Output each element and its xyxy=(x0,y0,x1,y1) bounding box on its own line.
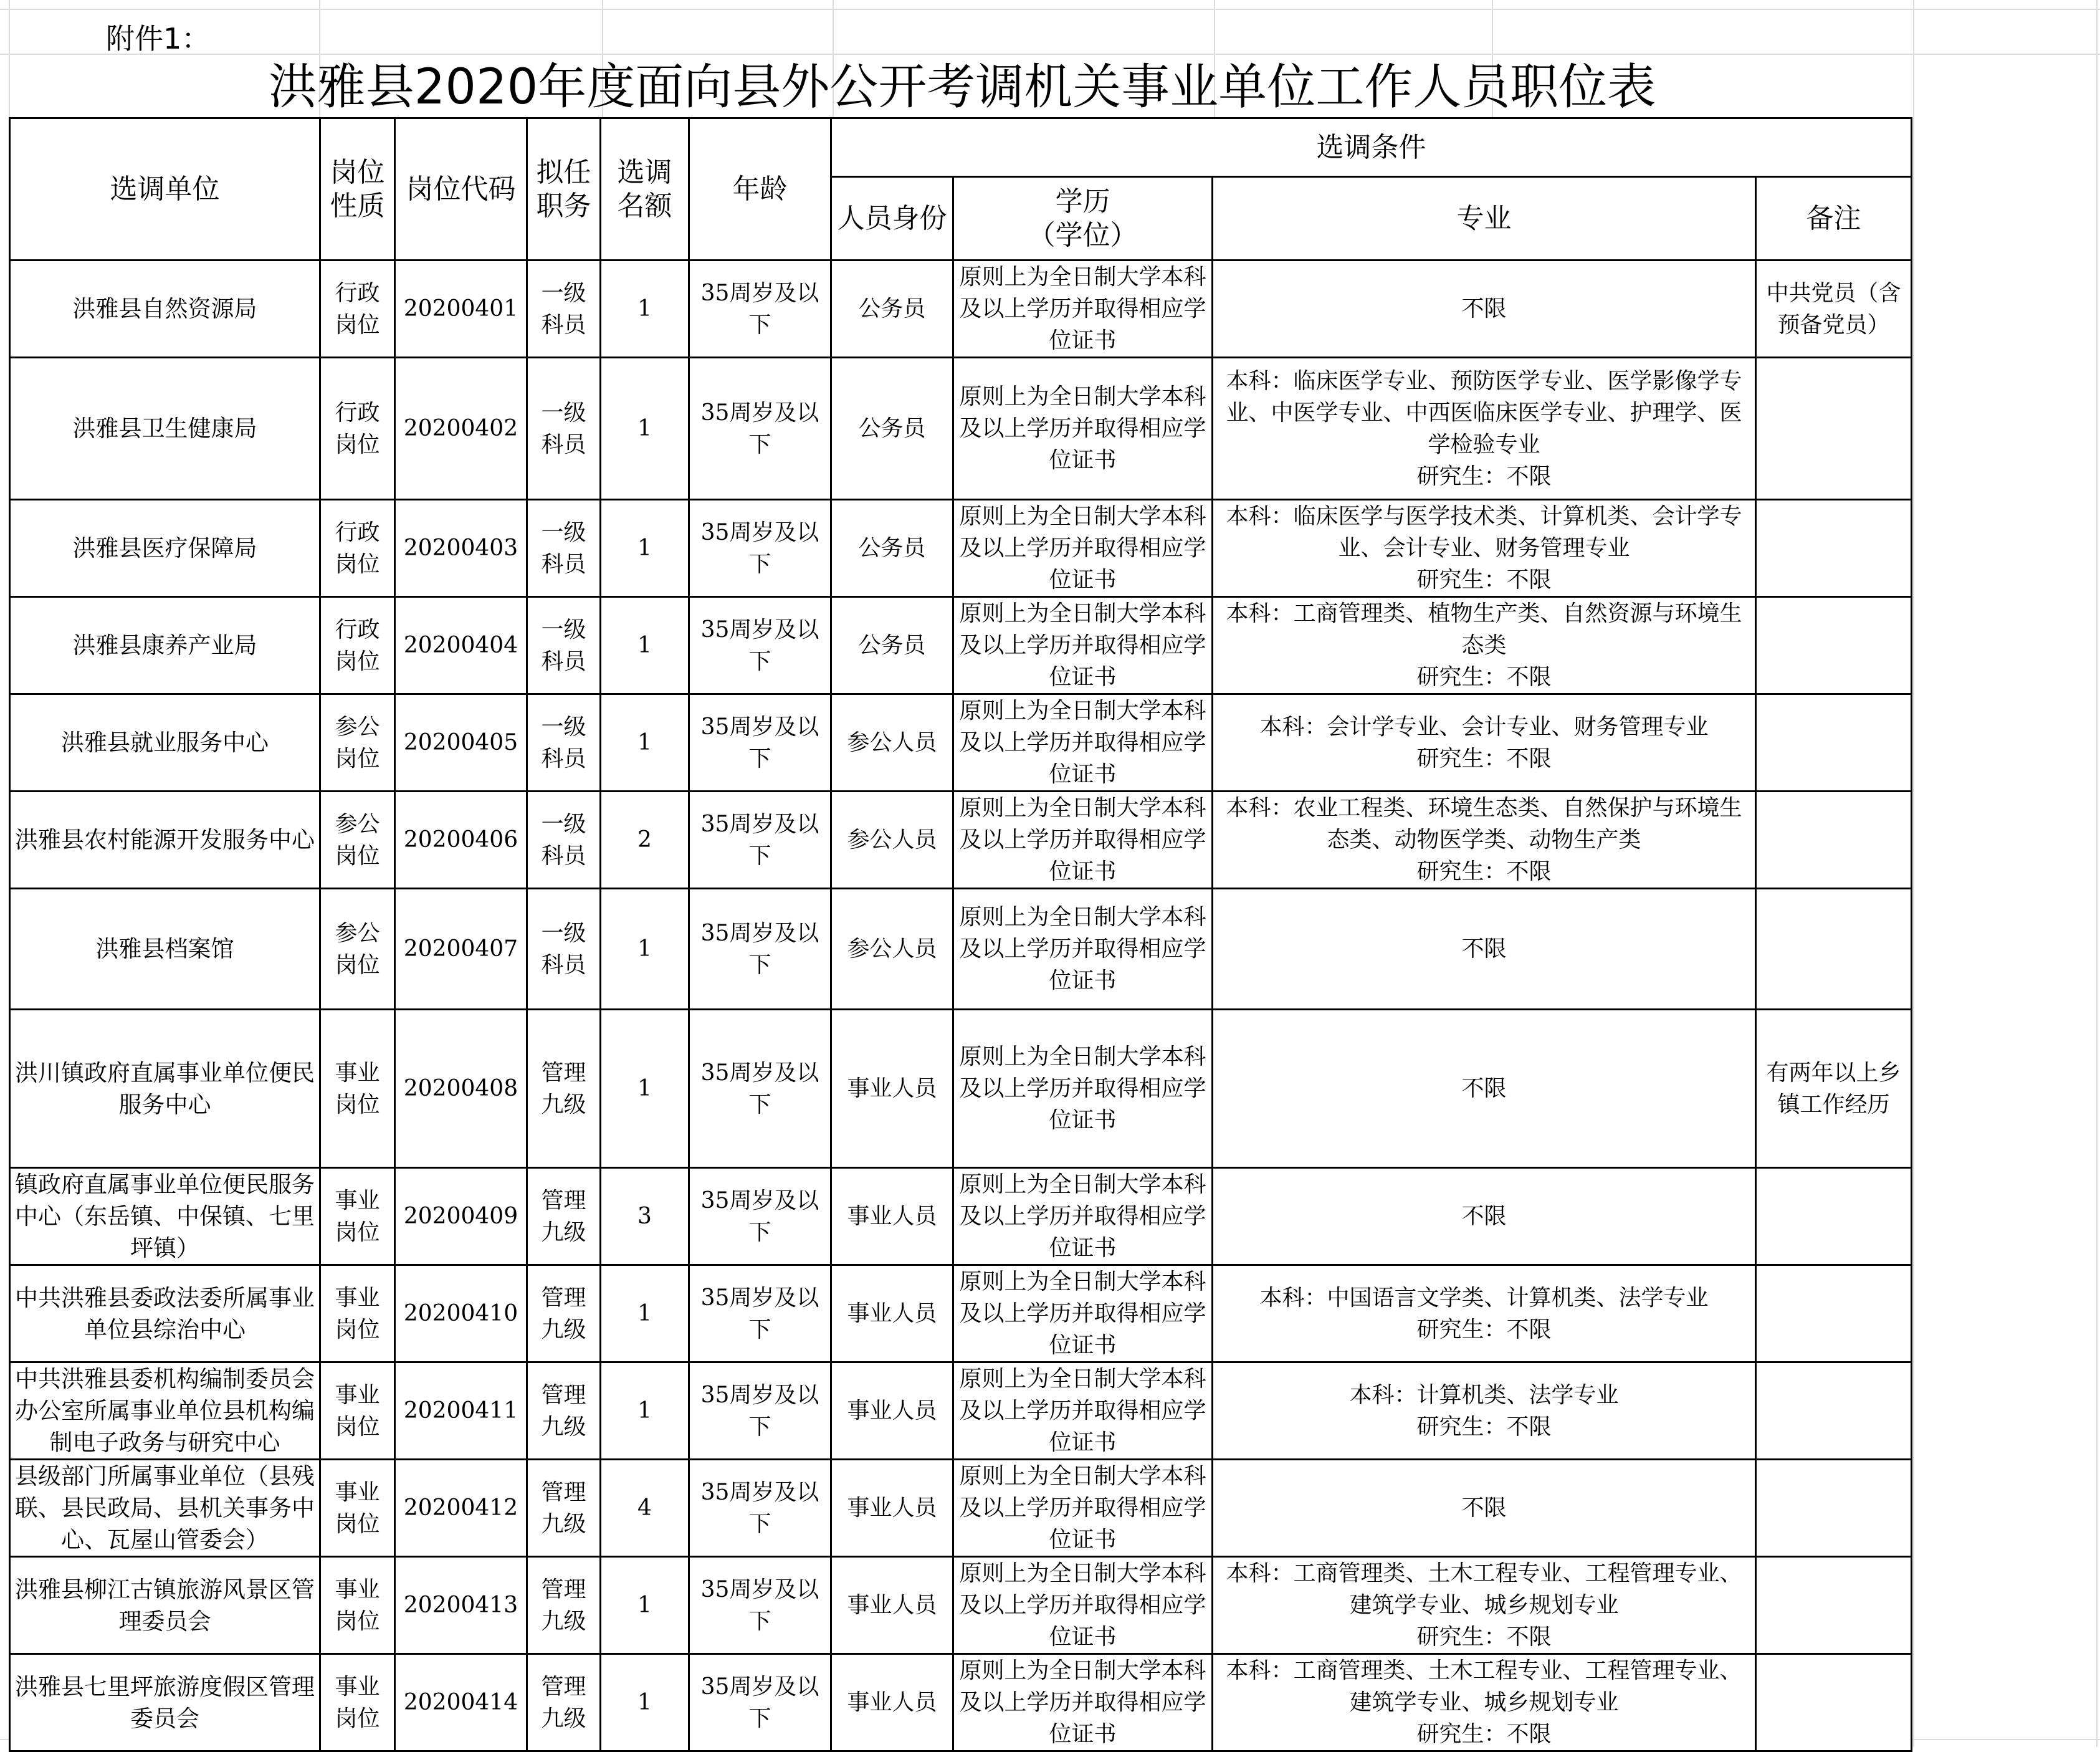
duty-cell: 管理九级 xyxy=(527,1557,601,1654)
remark-cell xyxy=(1756,889,1912,1010)
table-row xyxy=(10,694,1912,792)
table-row xyxy=(10,261,1912,358)
unit-cell: 洪雅县卫生健康局 xyxy=(10,358,320,500)
age-cell: 35周岁及以下 xyxy=(689,1010,831,1168)
education-cell: 原则上为全日制大学本科及以上学历并取得相应学位证书 xyxy=(953,1168,1213,1265)
table-row xyxy=(10,1010,1912,1168)
age-cell: 35周岁及以下 xyxy=(689,1265,831,1362)
identity-cell: 事业人员 xyxy=(831,1460,953,1557)
age-cell: 35周岁及以下 xyxy=(689,500,831,597)
remark-cell: 中共党员（含预备党员） xyxy=(1756,261,1912,358)
age-cell: 35周岁及以下 xyxy=(689,889,831,1010)
post-nature-cell: 行政岗位 xyxy=(320,358,395,500)
major-line: 研究生：不限 xyxy=(1416,859,1552,884)
identity-cell: 公务员 xyxy=(831,597,953,694)
quota-cell: 3 xyxy=(601,1168,689,1265)
identity-cell: 事业人员 xyxy=(831,1010,953,1168)
header-post-nature: 岗位性质 xyxy=(320,118,395,261)
duty-cell: 一级科员 xyxy=(527,261,601,358)
major-cell xyxy=(1213,1168,1756,1265)
unit-cell: 县级部门所属事业单位（县残联、县民政局、县机关事务中心、瓦屋山管委会） xyxy=(10,1460,320,1557)
major-cell xyxy=(1213,261,1756,358)
major-line: 不限 xyxy=(1461,1204,1507,1229)
page-title: 洪雅县2020年度面向县外公开考调机关事业单位工作人员职位表 xyxy=(268,59,1656,115)
remark-cell xyxy=(1756,694,1912,792)
remark-cell xyxy=(1756,358,1912,500)
remark-cell xyxy=(1756,1654,1912,1751)
duty-cell: 一级科员 xyxy=(527,889,601,1010)
remark-cell: 有两年以上乡镇工作经历 xyxy=(1756,1010,1912,1168)
table-row xyxy=(10,1654,1912,1751)
post-nature-cell: 行政岗位 xyxy=(320,597,395,694)
major-line: 本科：中国语言文学类、计算机类、法学专业 xyxy=(1259,1285,1709,1311)
major-cell xyxy=(1213,597,1756,694)
age-cell: 35周岁及以下 xyxy=(689,1168,831,1265)
unit-cell: 洪雅县就业服务中心 xyxy=(10,694,320,792)
major-line: 本科：农业工程类、环境生态类、自然保护与环境生态类、动物医学类、动物生产类 xyxy=(1226,795,1742,853)
header-education xyxy=(953,177,1213,261)
major-line: 本科：临床医学与医学技术类、计算机类、会计学专业、会计专业、财务管理专业 xyxy=(1226,504,1742,561)
major-line: 研究生：不限 xyxy=(1416,1624,1552,1650)
major-cell xyxy=(1213,1557,1756,1654)
header-education-line1: 学历 xyxy=(1055,185,1110,218)
identity-cell: 参公人员 xyxy=(831,694,953,792)
education-cell: 原则上为全日制大学本科及以上学历并取得相应学位证书 xyxy=(953,261,1213,358)
unit-cell: 洪雅县农村能源开发服务中心 xyxy=(10,792,320,889)
major-line: 本科：工商管理类、土木工程专业、工程管理专业、建筑学专业、城乡规划专业 xyxy=(1226,1561,1742,1618)
major-line: 本科：工商管理类、土木工程专业、工程管理专业、建筑学专业、城乡规划专业 xyxy=(1226,1658,1742,1715)
header-conditions: 选调条件 xyxy=(831,118,1912,177)
identity-cell: 事业人员 xyxy=(831,1265,953,1362)
major-line: 本科：会计学专业、会计专业、财务管理专业 xyxy=(1259,714,1709,740)
major-line: 本科：工商管理类、植物生产类、自然资源与环境生态类 xyxy=(1226,601,1742,658)
major-line: 不限 xyxy=(1461,1076,1507,1101)
unit-cell: 洪雅县档案馆 xyxy=(10,889,320,1010)
age-cell: 35周岁及以下 xyxy=(689,1654,831,1751)
unit-cell: 洪雅县自然资源局 xyxy=(10,261,320,358)
duty-cell: 管理九级 xyxy=(527,1362,601,1460)
header-post-code: 岗位代码 xyxy=(395,118,527,261)
position-table xyxy=(9,117,1912,1752)
duty-cell: 管理九级 xyxy=(527,1265,601,1362)
quota-cell: 1 xyxy=(601,597,689,694)
quota-cell: 1 xyxy=(601,1010,689,1168)
quota-cell: 1 xyxy=(601,261,689,358)
major-cell xyxy=(1213,694,1756,792)
quota-cell: 2 xyxy=(601,792,689,889)
post-nature-cell: 事业岗位 xyxy=(320,1168,395,1265)
post-nature-cell: 事业岗位 xyxy=(320,1010,395,1168)
table-row xyxy=(10,889,1912,1010)
age-cell: 35周岁及以下 xyxy=(689,792,831,889)
unit-cell: 洪雅县医疗保障局 xyxy=(10,500,320,597)
quota-cell: 1 xyxy=(601,1557,689,1654)
header-unit: 选调单位 xyxy=(10,118,320,261)
post-code-cell: 20200403 xyxy=(395,500,527,597)
header-remarks: 备注 xyxy=(1756,177,1912,261)
age-cell: 35周岁及以下 xyxy=(689,1557,831,1654)
post-nature-cell: 行政岗位 xyxy=(320,500,395,597)
post-code-cell: 20200413 xyxy=(395,1557,527,1654)
education-cell: 原则上为全日制大学本科及以上学历并取得相应学位证书 xyxy=(953,1265,1213,1362)
duty-cell: 一级科员 xyxy=(527,358,601,500)
post-nature-cell: 事业岗位 xyxy=(320,1557,395,1654)
age-cell: 35周岁及以下 xyxy=(689,1362,831,1460)
quota-cell: 1 xyxy=(601,1654,689,1751)
identity-cell: 事业人员 xyxy=(831,1557,953,1654)
quota-cell: 1 xyxy=(601,694,689,792)
major-line: 研究生：不限 xyxy=(1416,463,1552,489)
header-age: 年龄 xyxy=(689,118,831,261)
major-cell xyxy=(1213,1010,1756,1168)
table-row xyxy=(10,1362,1912,1460)
post-code-cell: 20200408 xyxy=(395,1010,527,1168)
post-nature-cell: 事业岗位 xyxy=(320,1460,395,1557)
major-line: 不限 xyxy=(1461,936,1507,962)
header-education-line2: （学位） xyxy=(1028,219,1138,251)
education-cell: 原则上为全日制大学本科及以上学历并取得相应学位证书 xyxy=(953,792,1213,889)
age-cell: 35周岁及以下 xyxy=(689,597,831,694)
post-nature-cell: 参公岗位 xyxy=(320,694,395,792)
duty-cell: 管理九级 xyxy=(527,1654,601,1751)
identity-cell: 事业人员 xyxy=(831,1168,953,1265)
remark-cell xyxy=(1756,1557,1912,1654)
post-nature-cell: 参公岗位 xyxy=(320,792,395,889)
major-cell xyxy=(1213,792,1756,889)
identity-cell: 事业人员 xyxy=(831,1654,953,1751)
quota-cell: 1 xyxy=(601,1265,689,1362)
table-row xyxy=(10,358,1912,500)
duty-cell: 一级科员 xyxy=(527,792,601,889)
age-cell: 35周岁及以下 xyxy=(689,1460,831,1557)
education-cell: 原则上为全日制大学本科及以上学历并取得相应学位证书 xyxy=(953,500,1213,597)
major-line: 不限 xyxy=(1461,1495,1507,1521)
education-cell: 原则上为全日制大学本科及以上学历并取得相应学位证书 xyxy=(953,1557,1213,1654)
quota-cell: 1 xyxy=(601,1362,689,1460)
major-line: 不限 xyxy=(1461,296,1507,322)
education-cell: 原则上为全日制大学本科及以上学历并取得相应学位证书 xyxy=(953,694,1213,792)
unit-cell: 镇政府直属事业单位便民服务中心（东岳镇、中保镇、七里坪镇） xyxy=(10,1168,320,1265)
post-code-cell: 20200406 xyxy=(395,792,527,889)
identity-cell: 参公人员 xyxy=(831,889,953,1010)
education-cell: 原则上为全日制大学本科及以上学历并取得相应学位证书 xyxy=(953,1362,1213,1460)
table-row xyxy=(10,1460,1912,1557)
remark-cell xyxy=(1756,1460,1912,1557)
remark-cell xyxy=(1756,1265,1912,1362)
attachment-label: 附件1： xyxy=(106,22,211,55)
table-row xyxy=(10,1168,1912,1265)
post-nature-cell: 参公岗位 xyxy=(320,889,395,1010)
unit-cell: 中共洪雅县委机构编制委员会办公室所属事业单位县机构编制电子政务与研究中心 xyxy=(10,1362,320,1460)
post-code-cell: 20200409 xyxy=(395,1168,527,1265)
post-code-cell: 20200410 xyxy=(395,1265,527,1362)
post-code-cell: 20200401 xyxy=(395,261,527,358)
duty-cell: 管理九级 xyxy=(527,1460,601,1557)
table-row xyxy=(10,597,1912,694)
header-duty: 拟任职务 xyxy=(527,118,601,261)
identity-cell: 公务员 xyxy=(831,358,953,500)
major-line: 研究生：不限 xyxy=(1416,1316,1552,1343)
unit-cell: 洪雅县柳江古镇旅游风景区管理委员会 xyxy=(10,1557,320,1654)
remark-cell xyxy=(1756,1362,1912,1460)
identity-cell: 公务员 xyxy=(831,500,953,597)
identity-cell: 参公人员 xyxy=(831,792,953,889)
duty-cell: 管理九级 xyxy=(527,1168,601,1265)
identity-cell: 公务员 xyxy=(831,261,953,358)
major-cell xyxy=(1213,1362,1756,1460)
remark-cell xyxy=(1756,792,1912,889)
major-line: 研究生：不限 xyxy=(1416,664,1552,690)
table-row xyxy=(10,1557,1912,1654)
major-line: 研究生：不限 xyxy=(1416,1721,1552,1747)
post-code-cell: 20200402 xyxy=(395,358,527,500)
header-quota: 选调名额 xyxy=(601,118,689,261)
major-cell xyxy=(1213,1265,1756,1362)
table-row xyxy=(10,1265,1912,1362)
major-cell xyxy=(1213,889,1756,1010)
duty-cell: 一级科员 xyxy=(527,694,601,792)
header-identity: 人员身份 xyxy=(831,177,953,261)
age-cell: 35周岁及以下 xyxy=(689,358,831,500)
education-cell: 原则上为全日制大学本科及以上学历并取得相应学位证书 xyxy=(953,358,1213,500)
table-row xyxy=(10,500,1912,597)
quota-cell: 1 xyxy=(601,889,689,1010)
post-nature-cell: 事业岗位 xyxy=(320,1362,395,1460)
post-code-cell: 20200411 xyxy=(395,1362,527,1460)
identity-cell: 事业人员 xyxy=(831,1362,953,1460)
post-nature-cell: 事业岗位 xyxy=(320,1265,395,1362)
major-line: 研究生：不限 xyxy=(1416,567,1552,593)
major-cell xyxy=(1213,500,1756,597)
remark-cell xyxy=(1756,1168,1912,1265)
quota-cell: 1 xyxy=(601,500,689,597)
remark-cell xyxy=(1756,597,1912,694)
post-nature-cell: 事业岗位 xyxy=(320,1654,395,1751)
major-line: 本科：计算机类、法学专业 xyxy=(1349,1382,1619,1408)
duty-cell: 一级科员 xyxy=(527,500,601,597)
duty-cell: 一级科员 xyxy=(527,597,601,694)
post-code-cell: 20200407 xyxy=(395,889,527,1010)
post-code-cell: 20200412 xyxy=(395,1460,527,1557)
post-nature-cell: 行政岗位 xyxy=(320,261,395,358)
unit-cell: 中共洪雅县委政法委所属事业单位县综治中心 xyxy=(10,1265,320,1362)
header-major: 专业 xyxy=(1213,177,1756,261)
quota-cell: 4 xyxy=(601,1460,689,1557)
major-cell xyxy=(1213,1654,1756,1751)
education-cell: 原则上为全日制大学本科及以上学历并取得相应学位证书 xyxy=(953,1010,1213,1168)
education-cell: 原则上为全日制大学本科及以上学历并取得相应学位证书 xyxy=(953,597,1213,694)
unit-cell: 洪雅县康养产业局 xyxy=(10,597,320,694)
unit-cell: 洪川镇政府直属事业单位便民服务中心 xyxy=(10,1010,320,1168)
education-cell: 原则上为全日制大学本科及以上学历并取得相应学位证书 xyxy=(953,889,1213,1010)
major-line: 研究生：不限 xyxy=(1416,1414,1552,1440)
age-cell: 35周岁及以下 xyxy=(689,261,831,358)
quota-cell: 1 xyxy=(601,358,689,500)
major-line: 本科：临床医学专业、预防医学专业、医学影像学专业、中医学专业、中西医临床医学专业、护理学、医学检验专业 xyxy=(1226,368,1742,457)
unit-cell: 洪雅县七里坪旅游度假区管理委员会 xyxy=(10,1654,320,1751)
remark-cell xyxy=(1756,500,1912,597)
major-line: 研究生：不限 xyxy=(1416,745,1552,772)
major-cell xyxy=(1213,358,1756,500)
post-code-cell: 20200404 xyxy=(395,597,527,694)
education-cell: 原则上为全日制大学本科及以上学历并取得相应学位证书 xyxy=(953,1460,1213,1557)
major-cell xyxy=(1213,1460,1756,1557)
post-code-cell: 20200414 xyxy=(395,1654,527,1751)
table-row xyxy=(10,792,1912,889)
post-code-cell: 20200405 xyxy=(395,694,527,792)
age-cell: 35周岁及以下 xyxy=(689,694,831,792)
education-cell: 原则上为全日制大学本科及以上学历并取得相应学位证书 xyxy=(953,1654,1213,1751)
duty-cell: 管理九级 xyxy=(527,1010,601,1168)
